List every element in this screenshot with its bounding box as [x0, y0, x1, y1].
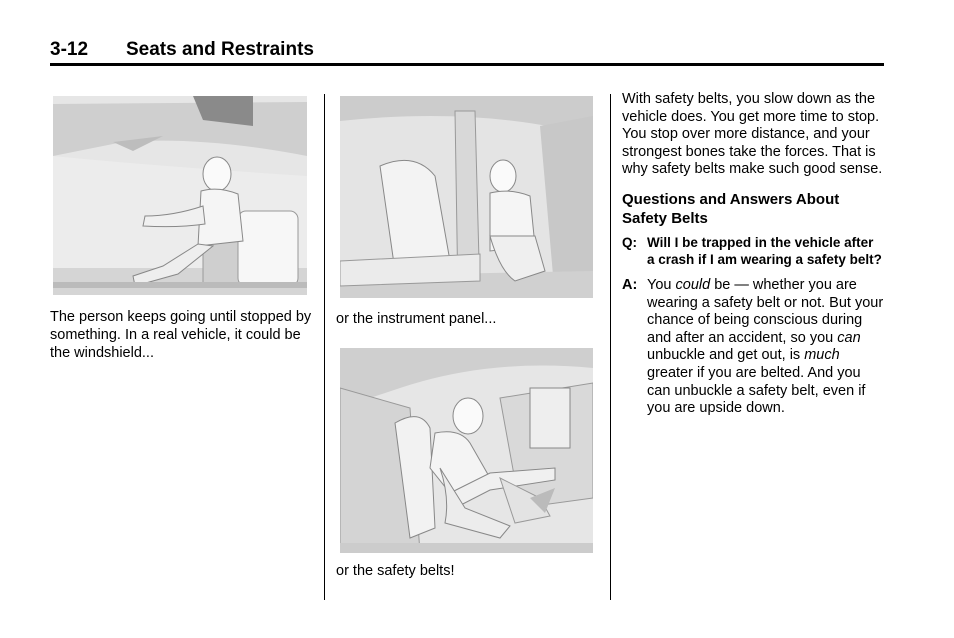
answer-emphasis-2: can: [837, 329, 861, 346]
answer-text-3: unbuckle and get out, is: [647, 347, 801, 364]
page-header: [50, 36, 884, 66]
question-tag: Q:: [622, 234, 637, 250]
occupant-safety-belt-icon: [340, 348, 593, 553]
column-divider-2: [610, 94, 611, 600]
answer-text-4: greater if you are belted. And you can unbuckle a safety belt, even if you are upside down.: [647, 364, 866, 417]
column-3-text: [622, 91, 884, 418]
section-title: Seats and Restraints: [126, 39, 314, 60]
caption-instrument-panel: or the instrument panel...: [336, 311, 497, 327]
column-divider-1: [324, 94, 325, 600]
answer-text-2: be — whether you are wearing a safety belt or not. But your chance of being conscious during and after an accident, so you: [647, 276, 884, 346]
subheading: Questions and Answers About Safety Belts: [622, 190, 840, 227]
figure-instrument-panel: [340, 96, 593, 298]
answer-emphasis-3: much: [804, 347, 840, 364]
answer-tag: A:: [622, 276, 638, 293]
figure-safety-belts: [340, 348, 593, 553]
answer-emphasis-1: could: [675, 276, 711, 293]
figure-windshield: [53, 96, 307, 295]
answer-text-1: You: [647, 276, 672, 293]
intro-paragraph: With safety belts, you slow down as the vehicle does. You get more time to stop. You stop over more distance, and your strongest bones take the forces. That is why safety belts make such good sense.: [622, 91, 883, 178]
occupant-instrument-panel-icon: [340, 96, 593, 298]
answer-item: [622, 277, 884, 418]
question-item: [622, 234, 884, 269]
header-rule: [50, 63, 884, 66]
question-text: Will I be trapped in the vehicle after a crash if I am wearing a safety belt?: [647, 234, 882, 268]
occupant-windshield-icon: [53, 96, 307, 295]
caption-safety-belts: or the safety belts!: [336, 563, 455, 579]
page-number: 3-12: [50, 39, 89, 60]
caption-windshield: The person keeps going until stopped by something. In a real vehicle, it could be the windshield...: [50, 309, 312, 361]
